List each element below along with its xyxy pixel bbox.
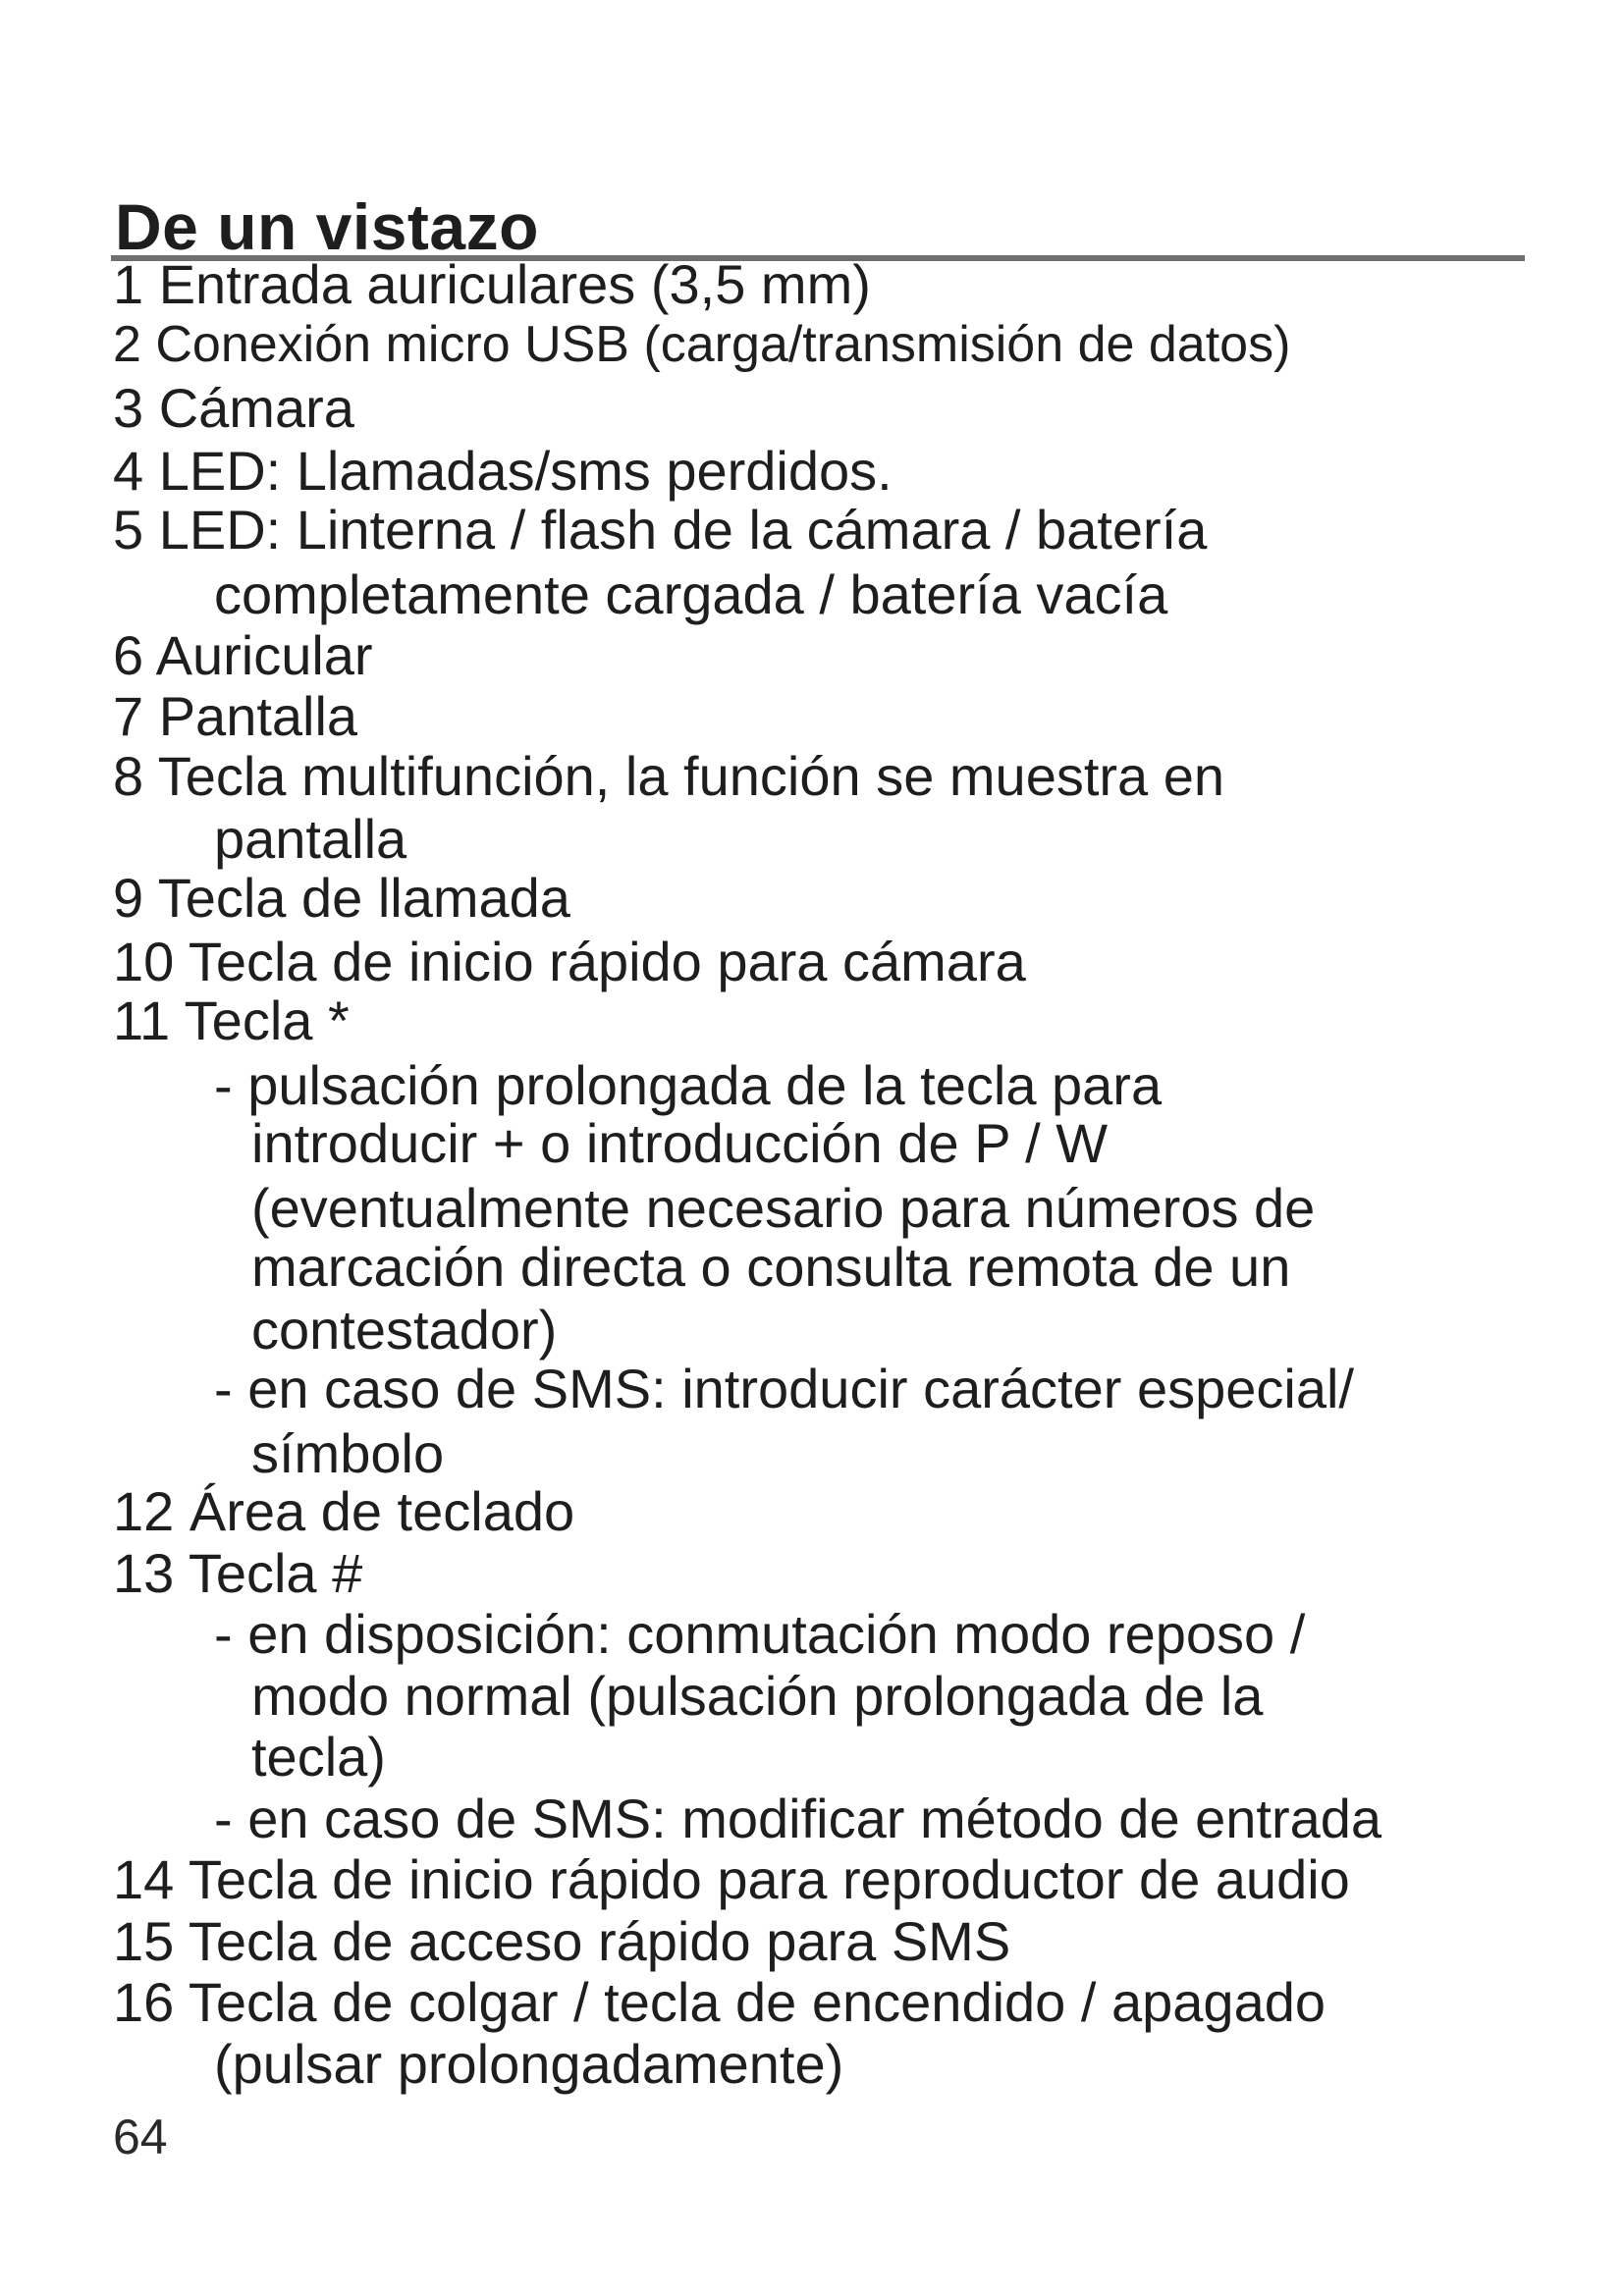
item-9: 9 Tecla de llamada [113, 867, 570, 929]
item-7: 7 Pantalla [113, 685, 358, 747]
item-2: 2 Conexión micro USB (carga/transmisión de datos) [113, 316, 1291, 373]
item-6: 6 Auricular [113, 624, 373, 686]
item-13-sub-2: - en caso de SMS: modificar método de entrada [214, 1788, 1382, 1849]
item-5: 5 LED: Linterna / flash de la cámara / batería [113, 499, 1208, 561]
page-number: 64 [113, 2109, 168, 2164]
item-13-sub-1-continued: tecla) [251, 1726, 386, 1788]
item-11-sub-1-continued: contestador) [251, 1299, 558, 1361]
item-8: 8 Tecla multifunción, la función se muestra en [113, 745, 1225, 807]
item-13-sub-1-continued: modo normal (pulsación prolongada de la [251, 1665, 1264, 1727]
item-11-sub-1: - pulsación prolongada de la tecla para [214, 1054, 1163, 1116]
item-11-sub-2: - en caso de SMS: introducir carácter especial/ [214, 1358, 1354, 1419]
item-14: 14 Tecla de inicio rápido para reproductor de audio [113, 1848, 1350, 1910]
item-13: 13 Tecla # [113, 1542, 363, 1604]
item-4: 4 LED: Llamadas/sms perdidos. [113, 440, 893, 502]
item-11-sub-1-continued: (eventualmente necesario para números de [251, 1177, 1316, 1239]
item-11-sub-1-continued: introducir + o introducción de P / W [251, 1112, 1109, 1174]
item-16: 16 Tecla de colgar / tecla de encendido / apagado [113, 1971, 1326, 2033]
item-12: 12 Área de teclado [113, 1480, 575, 1542]
section-heading [111, 177, 1525, 261]
item-1: 1 Entrada auriculares (3,5 mm) [113, 253, 871, 315]
item-11-sub-1-continued: marcación directa o consulta remota de un [251, 1236, 1291, 1298]
item-11-sub-2-continued: símbolo [251, 1422, 445, 1484]
item-11: 11 Tecla * [113, 989, 350, 1051]
item-16-continued: (pulsar prolongadamente) [214, 2033, 844, 2095]
item-8-continued: pantalla [214, 808, 407, 870]
item-3: 3 Cámara [113, 377, 354, 439]
item-10: 10 Tecla de inicio rápido para cámara [113, 931, 1026, 992]
section-title: De un vistazo [115, 190, 539, 263]
item-13-sub-1: - en disposición: conmutación modo reposo / [214, 1603, 1306, 1665]
item-15: 15 Tecla de acceso rápido para SMS [113, 1910, 1011, 1972]
item-5-continued: completamente cargada / batería vacía [214, 563, 1168, 625]
